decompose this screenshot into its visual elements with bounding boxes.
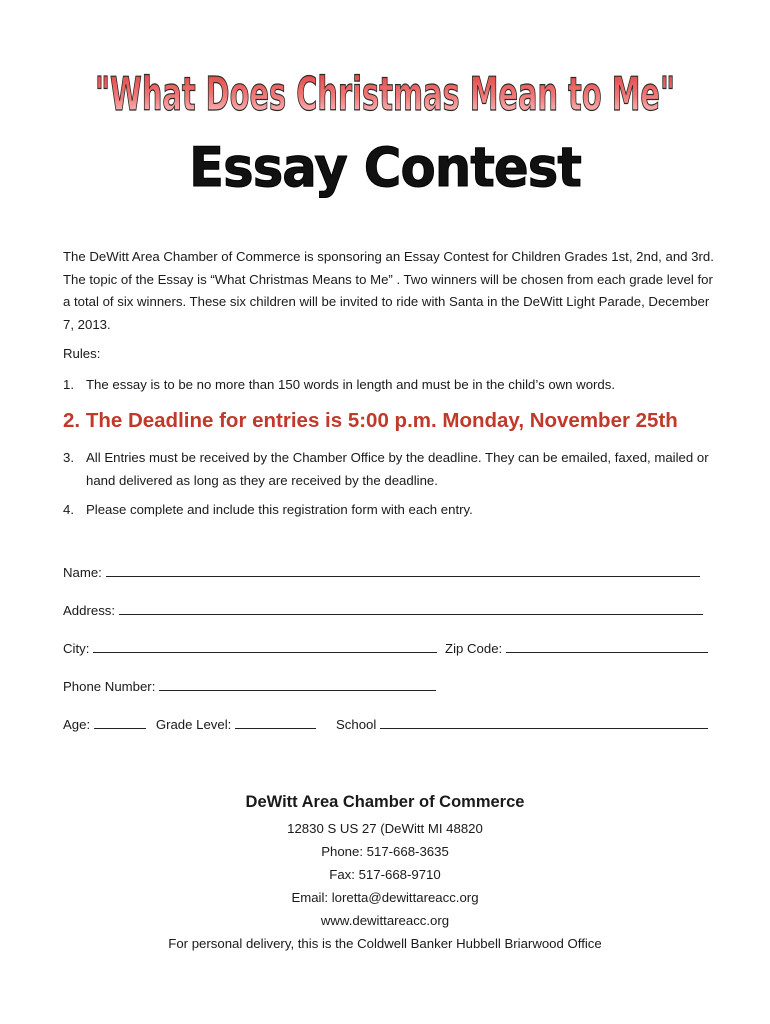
address-field[interactable] — [119, 600, 703, 615]
rule-number: 4. — [63, 502, 74, 517]
address-label: Address: — [63, 603, 116, 618]
rule-text: The essay is to be no more than 150 words in length and must be in the child’s own words. — [86, 377, 616, 392]
zip-field[interactable] — [506, 638, 708, 653]
school-label: School — [336, 717, 377, 732]
rule-text: All Entries must be received by the Chamber Office by the deadline. They can be emailed, faxed, mailed or hand delivered as long as they are received by the deadline. — [86, 450, 709, 488]
grade-level-label: Grade Level: — [155, 717, 232, 732]
age-field[interactable] — [94, 714, 146, 729]
zip-label: Zip Code: — [445, 641, 503, 656]
name-field[interactable] — [106, 562, 700, 577]
footer-email: Email: loretta@dewittareacc.org — [291, 890, 479, 905]
footer-delivery-note: For personal delivery, this is the Coldwell Banker Hubbell Briarwood Office — [168, 936, 602, 951]
name-label: Name: — [63, 565, 102, 580]
footer-org-name: DeWitt Area Chamber of Commerce — [245, 793, 525, 811]
footer-phone: Phone: 517-668-3635 — [321, 844, 449, 859]
deadline-text: The Deadline for entries is 5:00 p.m. Monday, November 25th — [85, 409, 678, 432]
headline-text: "What Does Christmas Mean to Me" — [95, 67, 675, 121]
headline-wordart — [0, 48, 770, 128]
grade-level-field[interactable] — [235, 714, 316, 729]
phone-row — [63, 676, 436, 697]
school-field[interactable] — [380, 714, 708, 729]
footer-website[interactable]: www.dewittareacc.org — [320, 913, 450, 928]
rule-number: 2. — [63, 409, 81, 432]
address-row — [63, 600, 703, 621]
subtitle-essay-contest: Essay Contest — [189, 136, 581, 199]
rule-item-3 — [63, 447, 723, 492]
rules-label: Rules: — [63, 346, 101, 361]
phone-label: Phone Number: — [63, 679, 156, 694]
footer-fax: Fax: 517-668-9710 — [329, 867, 441, 882]
city-field[interactable] — [93, 638, 437, 653]
city-zip-row — [63, 638, 708, 659]
rule-item-4 — [63, 499, 723, 522]
rule-text: Please complete and include this registration form with each entry. — [86, 502, 473, 517]
intro-paragraph: The DeWitt Area Chamber of Commerce is sponsoring an Essay Contest for Children Grades 1st, 2nd, and 3rd. The topic of the Essay is “What Christmas Means to Me” . Two winners will be chosen from each grade level for a total of six winners. These six children will be invited to ride with Santa in the DeWitt Light Parade, December 7, 2013. — [63, 249, 714, 332]
phone-field[interactable] — [159, 676, 436, 691]
name-row — [63, 562, 700, 583]
city-label: City: — [63, 641, 90, 656]
rule-number: 1. — [63, 377, 74, 392]
rule-number: 3. — [63, 450, 74, 465]
footer-address: 12830 S US 27 (DeWitt MI 48820 — [287, 821, 483, 836]
rule-item-1 — [63, 374, 723, 397]
age-label: Age: — [63, 717, 91, 732]
rule-item-2-deadline — [63, 406, 743, 436]
age-grade-school-row — [63, 714, 708, 735]
